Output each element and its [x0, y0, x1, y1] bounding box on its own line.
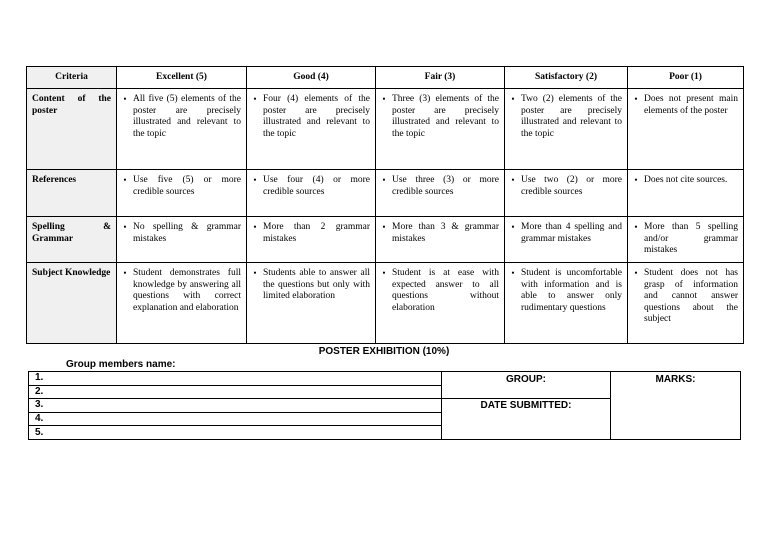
cell-text: More than 3 & grammar mistakes	[392, 222, 499, 244]
rubric-header-row	[27, 67, 744, 89]
bullet-icon: •	[123, 268, 127, 278]
bullet-icon: •	[511, 268, 515, 278]
rubric-cell	[505, 89, 628, 170]
rubric-row-knowledge	[27, 263, 744, 344]
criterion-label: Content of the poster	[27, 89, 117, 170]
cell-text: Student is at ease with expected answer to all questions without elaboration	[392, 268, 499, 313]
bullet-icon: •	[634, 268, 638, 278]
bullet-icon: •	[634, 222, 638, 232]
rubric-cell	[376, 263, 505, 344]
criterion-label: Subject Knowledge	[27, 263, 117, 344]
header-excellent: Excellent (5)	[117, 67, 247, 89]
cell-text: Two (2) elements of the poster are precisely illustrated and relevant to the topic	[521, 94, 622, 139]
rubric-cell	[628, 263, 744, 344]
bullet-icon: •	[634, 175, 638, 185]
member-row-2[interactable]: 2.	[29, 385, 442, 399]
bullet-icon: •	[253, 94, 257, 104]
rubric-row-content	[27, 89, 744, 170]
header-good: Good (4)	[247, 67, 376, 89]
cell-text: Use two (2) or more credible sources	[521, 175, 622, 197]
rubric-cell	[247, 217, 376, 263]
bullet-icon: •	[123, 175, 127, 185]
bullet-icon: •	[382, 94, 386, 104]
bullet-icon: •	[382, 268, 386, 278]
rubric-cell	[247, 89, 376, 170]
rubric-cell	[117, 217, 247, 263]
group-members-label: Group members name:	[66, 359, 176, 370]
bullet-icon: •	[123, 222, 127, 232]
rubric-cell	[505, 263, 628, 344]
bullet-icon: •	[123, 94, 127, 104]
rubric-cell	[628, 217, 744, 263]
member-row-5[interactable]: 5.	[29, 426, 442, 440]
rubric-cell	[505, 170, 628, 217]
cell-text: Student does not has grasp of information and cannot answer questions about the subject	[644, 268, 738, 324]
rubric-cell	[628, 89, 744, 170]
rubric-row-references	[27, 170, 744, 217]
bullet-icon: •	[253, 268, 257, 278]
group-field[interactable]: GROUP:	[442, 372, 611, 399]
header-poor: Poor (1)	[628, 67, 744, 89]
cell-text: More than 5 spelling and/or grammar mistakes	[644, 222, 738, 255]
cell-text: Students able to answer all the questions but only with limited elaboration	[263, 268, 370, 301]
rubric-cell	[247, 170, 376, 217]
cell-text: Use four (4) or more credible sources	[263, 175, 370, 197]
bullet-icon: •	[253, 222, 257, 232]
header-fair: Fair (3)	[376, 67, 505, 89]
bullet-icon: •	[511, 175, 515, 185]
cell-text: Three (3) elements of the poster are precisely illustrated and relevant to the topic	[392, 94, 499, 139]
rubric-cell	[117, 263, 247, 344]
group-members-table	[28, 371, 741, 440]
cell-text: Does not cite sources.	[644, 175, 728, 185]
rubric-cell	[376, 217, 505, 263]
rubric-cell	[117, 170, 247, 217]
rubric-cell	[376, 89, 505, 170]
cell-text: All five (5) elements of the poster are precisely illustrated and relevant to the topic	[133, 94, 241, 139]
cell-text: Use five (5) or more credible sources	[133, 175, 241, 197]
cell-text: More than 4 spelling and grammar mistakes	[521, 222, 622, 244]
bullet-icon: •	[511, 94, 515, 104]
cell-text: Student is uncomfortable with information and is able to answer only rudimentary questions	[521, 268, 622, 313]
rubric-cell	[376, 170, 505, 217]
rubric-cell	[247, 263, 376, 344]
cell-text: Use three (3) or more credible sources	[392, 175, 499, 197]
cell-text: No spelling & grammar mistakes	[133, 222, 241, 244]
date-submitted-field[interactable]: DATE SUBMITTED:	[442, 399, 611, 440]
cell-text: Student demonstrates full knowledge by answering all questions with correct explanation and elaboration	[133, 268, 241, 313]
bullet-icon: •	[511, 222, 515, 232]
header-satisfactory: Satisfactory (2)	[505, 67, 628, 89]
bullet-icon: •	[382, 222, 386, 232]
bullet-icon: •	[382, 175, 386, 185]
criterion-label: Spelling & Grammar	[27, 217, 117, 263]
rubric-cell	[117, 89, 247, 170]
member-row-1[interactable]: 1.	[29, 372, 442, 386]
rubric-cell	[505, 217, 628, 263]
rubric-cell	[628, 170, 744, 217]
cell-text: Does not present main elements of the poster	[644, 94, 738, 116]
poster-exhibition-title: POSTER EXHIBITION (10%)	[318, 346, 450, 357]
rubric-row-spelling	[27, 217, 744, 263]
cell-text: Four (4) elements of the poster are precisely illustrated and relevant to the topic	[263, 94, 370, 139]
header-criteria: Criteria	[27, 67, 117, 89]
rubric-table	[26, 66, 744, 344]
cell-text: More than 2 grammar mistakes	[263, 222, 370, 244]
bullet-icon: •	[634, 94, 638, 104]
marks-field[interactable]: MARKS:	[611, 372, 741, 440]
member-row-4[interactable]: 4.	[29, 412, 442, 426]
member-row-3[interactable]: 3.	[29, 399, 442, 413]
bullet-icon: •	[253, 175, 257, 185]
criterion-label: References	[27, 170, 117, 217]
